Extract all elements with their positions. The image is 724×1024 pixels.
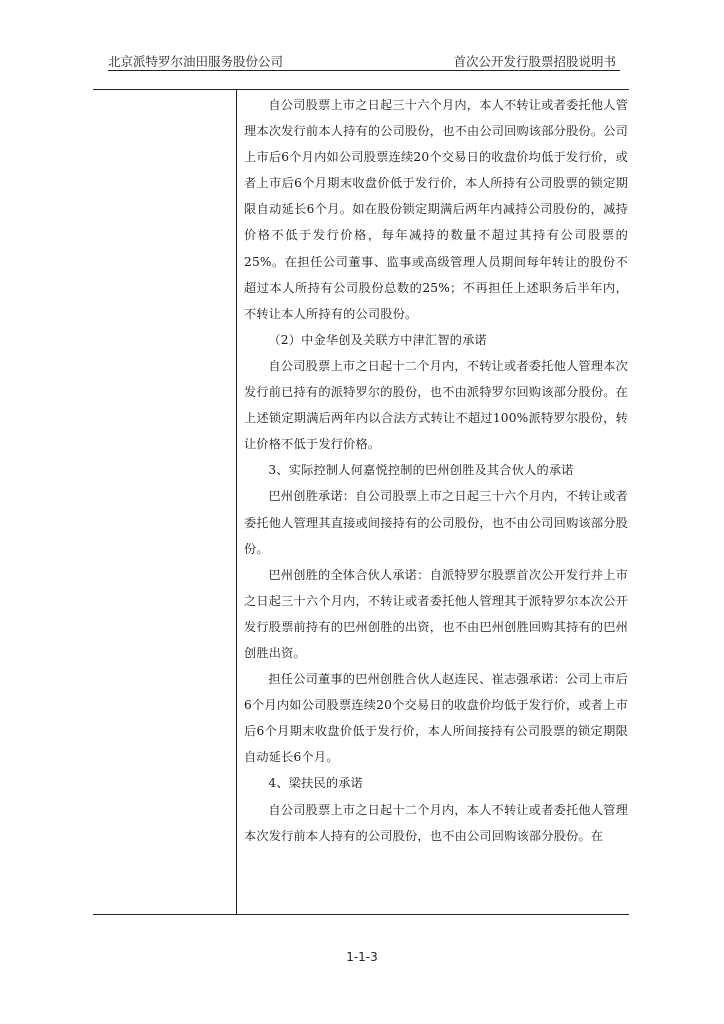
document-title: 首次公开发行股票招股说明书 xyxy=(453,54,616,69)
table-right-cell xyxy=(244,92,628,912)
paragraph-director-partners-commitment: 担任公司董事的巴州创胜合伙人赵连民、崔志强承诺：公司上市后6个月内如公司股票连续20个交易日的收盘价均低于发行价，或者上市后6个月期末收盘价低于发行价，本人所间接持有公司股票的锁定期限自动延长6个月。 xyxy=(244,672,628,765)
header-rule xyxy=(108,70,620,71)
paragraph-zhongjin-commitment: 自公司股票上市之日起十二个月内，不转让或者委托他人管理本次发行前已持有的派特罗尔的股份，也不由派特罗尔回购该部分股份。在上述锁定期满后两年内以合法方式转让不超过100%派特罗尔股份，转让价格不低于发行价格。 xyxy=(244,358,628,452)
paragraph-lockup-36-months: 自公司股票上市之日起三十六个月内，本人不转让或者委托他人管理本次发行前本人持有的公司股份，也不由公司回购该部分股份。公司上市后6个月内如公司股票连续20个交易日的收盘价均低于发行价，或者上市后6个月期末收盘价低于发行价，本人所持有公司股票的锁定期限自动延长6个月。如在股份锁定期满后两年内减持公司股份的，减持价格不低于发行价格，每年减持的数量不超过其持有公司股票的25%。在担任公司董事、监事或高级管理人员期间每年转让的股份不超过本人所持有公司股份总数的25%；不再担任上述职务后半年内，不转让本人所持有的公司股份。 xyxy=(244,98,628,321)
section-heading-liang: 4、梁扶民的承诺 xyxy=(268,776,364,791)
table-column-divider xyxy=(236,89,237,914)
page-header xyxy=(108,48,616,70)
section-heading-bazhou: 3、实际控制人何嘉悦控制的巴州创胜及其合伙人的承诺 xyxy=(268,463,574,478)
paragraph-partners-commitment: 巴州创胜的全体合伙人承诺：自派特罗尔股票首次公开发行并上市之日起三十六个月内，不转让或者委托他人管理其于派特罗尔本次公开发行股票前持有的巴州创胜的出资，也不由巴州创胜回购其持有的巴州创胜出资。 xyxy=(244,567,628,660)
page-number: 1-1-3 xyxy=(346,950,378,964)
paragraph-bazhou-commitment: 巴州创胜承诺：自公司股票上市之日起三十六个月内，不转让或者委托他人管理其直接或间接持有的公司股份，也不由公司回购该部分股份。 xyxy=(244,489,628,556)
table-left-cell xyxy=(93,89,236,914)
paragraph-liang-commitment: 自公司股票上市之日起十二个月内，本人不转让或者委托他人管理本次发行前本人持有的公司股份，也不由公司回购该部分股份。在 xyxy=(244,802,628,843)
company-name: 北京派特罗尔油田服务股份公司 xyxy=(108,54,284,69)
table-bottom-border xyxy=(93,914,629,915)
section-heading-zhongjin: （2）中金华创及关联方中津汇智的承诺 xyxy=(268,332,487,347)
